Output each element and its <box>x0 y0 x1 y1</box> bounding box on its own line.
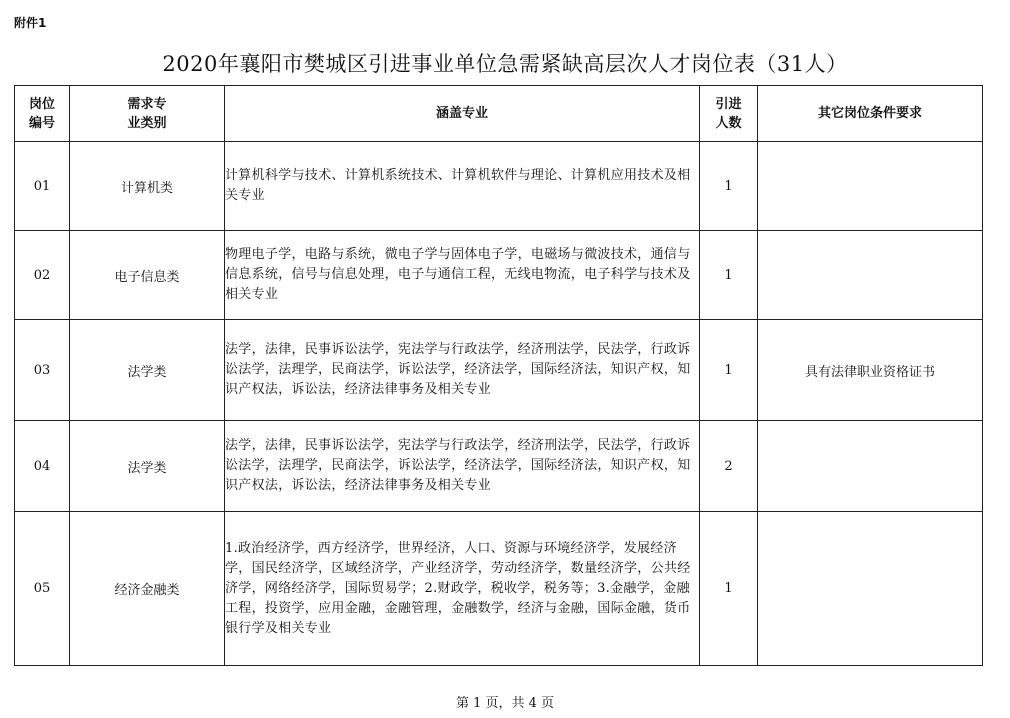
category-cell: 经济金融类 <box>70 512 225 666</box>
table-row <box>15 142 983 231</box>
category-cell: 计算机类 <box>70 142 225 231</box>
header-count-line1: 引进 <box>715 96 742 112</box>
page-footer: 第 1 页，共 4 页 <box>455 696 555 711</box>
majors-cell: 计算机科学与技术、计算机系统技术、计算机软件与理论、计算机应用技术及相关专业 <box>225 142 700 231</box>
attachment-label: 附件1 <box>14 16 47 30</box>
header-majors: 涵盖专业 <box>225 86 700 142</box>
table-row <box>15 512 983 666</box>
header-count <box>700 86 758 142</box>
count-cell: 1 <box>700 231 758 320</box>
position-id-cell: 04 <box>15 421 70 512</box>
position-id-cell: 05 <box>15 512 70 666</box>
category-cell: 电子信息类 <box>70 231 225 320</box>
majors-cell: 法学，法律，民事诉讼法学，宪法学与行政法学，经济刑法学，民法学，行政诉讼法学，法理学，民商法学，诉讼法学，经济法学，国际经济法，知识产权，知识产权法，诉讼法，经济法律事务及相关专业 <box>225 320 700 421</box>
header-requirements: 其它岗位条件要求 <box>758 86 983 142</box>
position-id-cell: 02 <box>15 231 70 320</box>
requirements-cell: 具有法律职业资格证书 <box>758 320 983 421</box>
table-header-row <box>15 86 983 142</box>
requirements-cell <box>758 142 983 231</box>
table-row <box>15 231 983 320</box>
header-category-line2: 业类别 <box>127 115 167 131</box>
majors-cell: 1.政治经济学，西方经济学，世界经济，人口、资源与环境经济学，发展经济学，国民经济学，区域经济学，产业经济学，劳动经济学，数量经济学，公共经济学，网络经济学，国际贸易学；2.财政学，税收学，税务等；3.金融学，金融工程，投资学，应用金融，金融管理，金融数学，经济与金融，国际金融，货币银行学及相关专业 <box>225 512 700 666</box>
requirements-cell <box>758 512 983 666</box>
positions-table <box>14 85 983 666</box>
majors-cell: 物理电子学，电路与系统，微电子学与固体电子学，电磁场与微波技术，通信与信息系统，信号与信息处理，电子与通信工程，无线电物流，电子科学与技术及相关专业 <box>225 231 700 320</box>
header-category <box>70 86 225 142</box>
requirements-cell <box>758 421 983 512</box>
requirements-cell <box>758 231 983 320</box>
position-id-cell: 01 <box>15 142 70 231</box>
table-row <box>15 421 983 512</box>
count-cell: 1 <box>700 142 758 231</box>
header-category-line1: 需求专 <box>127 96 167 112</box>
header-position-id <box>15 86 70 142</box>
category-cell: 法学类 <box>70 421 225 512</box>
position-id-cell: 03 <box>15 320 70 421</box>
header-position-id-line2: 编号 <box>28 115 55 131</box>
header-position-id-line1: 岗位 <box>28 96 55 112</box>
header-count-line2: 人数 <box>715 115 742 131</box>
count-cell: 2 <box>700 421 758 512</box>
category-cell: 法学类 <box>70 320 225 421</box>
count-cell: 1 <box>700 512 758 666</box>
document-title: 2020年襄阳市樊城区引进事业单位急需紧缺高层次人才岗位表（31人） <box>162 52 848 76</box>
count-cell: 1 <box>700 320 758 421</box>
majors-cell: 法学，法律，民事诉讼法学，宪法学与行政法学，经济刑法学，民法学，行政诉讼法学，法理学，民商法学，诉讼法学，经济法学，国际经济法，知识产权，知识产权法，诉讼法，经济法律事务及相关专业 <box>225 421 700 512</box>
table-row <box>15 320 983 421</box>
